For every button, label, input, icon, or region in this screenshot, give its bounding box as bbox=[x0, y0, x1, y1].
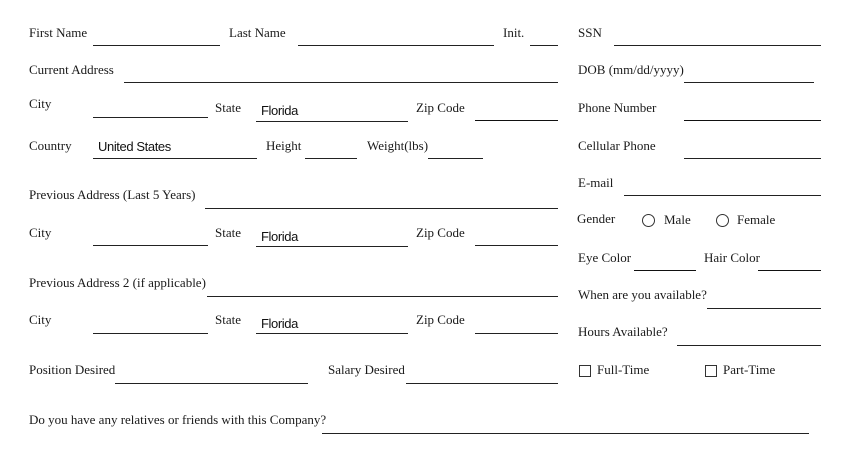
cellular-phone-field[interactable] bbox=[684, 158, 821, 159]
male-label: Male bbox=[664, 212, 691, 227]
previous-address-2-field[interactable] bbox=[207, 296, 558, 297]
salary-desired-label: Salary Desired bbox=[328, 362, 405, 377]
current-address-field[interactable] bbox=[124, 82, 558, 83]
position-desired-label: Position Desired bbox=[29, 362, 116, 377]
eye-color-label: Eye Color bbox=[578, 250, 632, 265]
gender-label: Gender bbox=[577, 211, 616, 226]
previous-state-field[interactable] bbox=[256, 246, 408, 247]
phone-number-label: Phone Number bbox=[578, 100, 657, 115]
dob-label: DOB (mm/dd/yyyy) bbox=[578, 62, 684, 77]
female-radio[interactable] bbox=[716, 214, 729, 227]
hair-color-field[interactable] bbox=[758, 270, 821, 271]
previous-zip-code-2-label: Zip Code bbox=[416, 312, 465, 327]
first-name-label: First Name bbox=[29, 25, 88, 40]
height-label: Height bbox=[266, 138, 302, 153]
last-name-field[interactable] bbox=[298, 45, 494, 46]
part-time-checkbox[interactable] bbox=[705, 365, 717, 377]
previous-state-label: State bbox=[215, 225, 241, 240]
salary-desired-field[interactable] bbox=[406, 383, 558, 384]
last-name-label: Last Name bbox=[229, 25, 286, 40]
ssn-label: SSN bbox=[578, 25, 602, 40]
state-label: State bbox=[215, 100, 241, 115]
relatives-question-label: Do you have any relatives or friends with this Company? bbox=[29, 412, 327, 427]
city-field[interactable] bbox=[93, 117, 208, 118]
previous-state-2-label: State bbox=[215, 312, 241, 327]
height-field[interactable] bbox=[305, 158, 357, 159]
dob-field[interactable] bbox=[684, 82, 814, 83]
email-label: E-mail bbox=[578, 175, 614, 190]
first-name-field[interactable] bbox=[93, 45, 220, 46]
previous-zip-code-2-field[interactable] bbox=[475, 333, 558, 334]
eye-color-field[interactable] bbox=[634, 270, 696, 271]
country-value: United States bbox=[98, 139, 171, 154]
previous-state-value: Florida bbox=[261, 229, 298, 244]
previous-address-2-label: Previous Address 2 (if applicable) bbox=[29, 275, 206, 290]
full-time-checkbox[interactable] bbox=[579, 365, 591, 377]
init-label: Init. bbox=[503, 25, 525, 40]
previous-city-2-label: City bbox=[29, 312, 52, 327]
country-label: Country bbox=[29, 138, 72, 153]
part-time-label: Part-Time bbox=[723, 362, 776, 377]
previous-city-field[interactable] bbox=[93, 245, 208, 246]
zip-code-label: Zip Code bbox=[416, 100, 465, 115]
previous-address-field[interactable] bbox=[205, 208, 558, 209]
previous-city-label: City bbox=[29, 225, 52, 240]
previous-city-2-field[interactable] bbox=[93, 333, 208, 334]
hours-available-label: Hours Available? bbox=[578, 324, 668, 339]
previous-state-2-field[interactable] bbox=[256, 333, 408, 334]
ssn-field[interactable] bbox=[614, 45, 821, 46]
previous-state-2-value: Florida bbox=[261, 316, 298, 331]
previous-zip-code-field[interactable] bbox=[475, 245, 558, 246]
when-available-label: When are you available? bbox=[578, 287, 707, 302]
country-field[interactable] bbox=[93, 158, 257, 159]
hours-available-field[interactable] bbox=[677, 345, 821, 346]
hair-color-label: Hair Color bbox=[704, 250, 760, 265]
female-label: Female bbox=[737, 212, 776, 227]
initial-field[interactable] bbox=[530, 45, 558, 46]
zip-code-field[interactable] bbox=[475, 120, 558, 121]
city-label: City bbox=[29, 96, 52, 111]
current-address-label: Current Address bbox=[29, 62, 114, 77]
weight-field[interactable] bbox=[428, 158, 483, 159]
weight-label: Weight(lbs) bbox=[367, 138, 429, 153]
cellular-phone-label: Cellular Phone bbox=[578, 138, 656, 153]
previous-address-label: Previous Address (Last 5 Years) bbox=[29, 187, 196, 202]
state-field[interactable] bbox=[256, 121, 408, 122]
relatives-field[interactable] bbox=[322, 433, 809, 434]
male-radio[interactable] bbox=[642, 214, 655, 227]
when-available-field[interactable] bbox=[707, 308, 821, 309]
state-value: Florida bbox=[261, 103, 298, 118]
position-desired-field[interactable] bbox=[115, 383, 308, 384]
previous-zip-code-label: Zip Code bbox=[416, 225, 465, 240]
email-field[interactable] bbox=[624, 195, 821, 196]
full-time-label: Full-Time bbox=[597, 362, 650, 377]
phone-number-field[interactable] bbox=[684, 120, 821, 121]
